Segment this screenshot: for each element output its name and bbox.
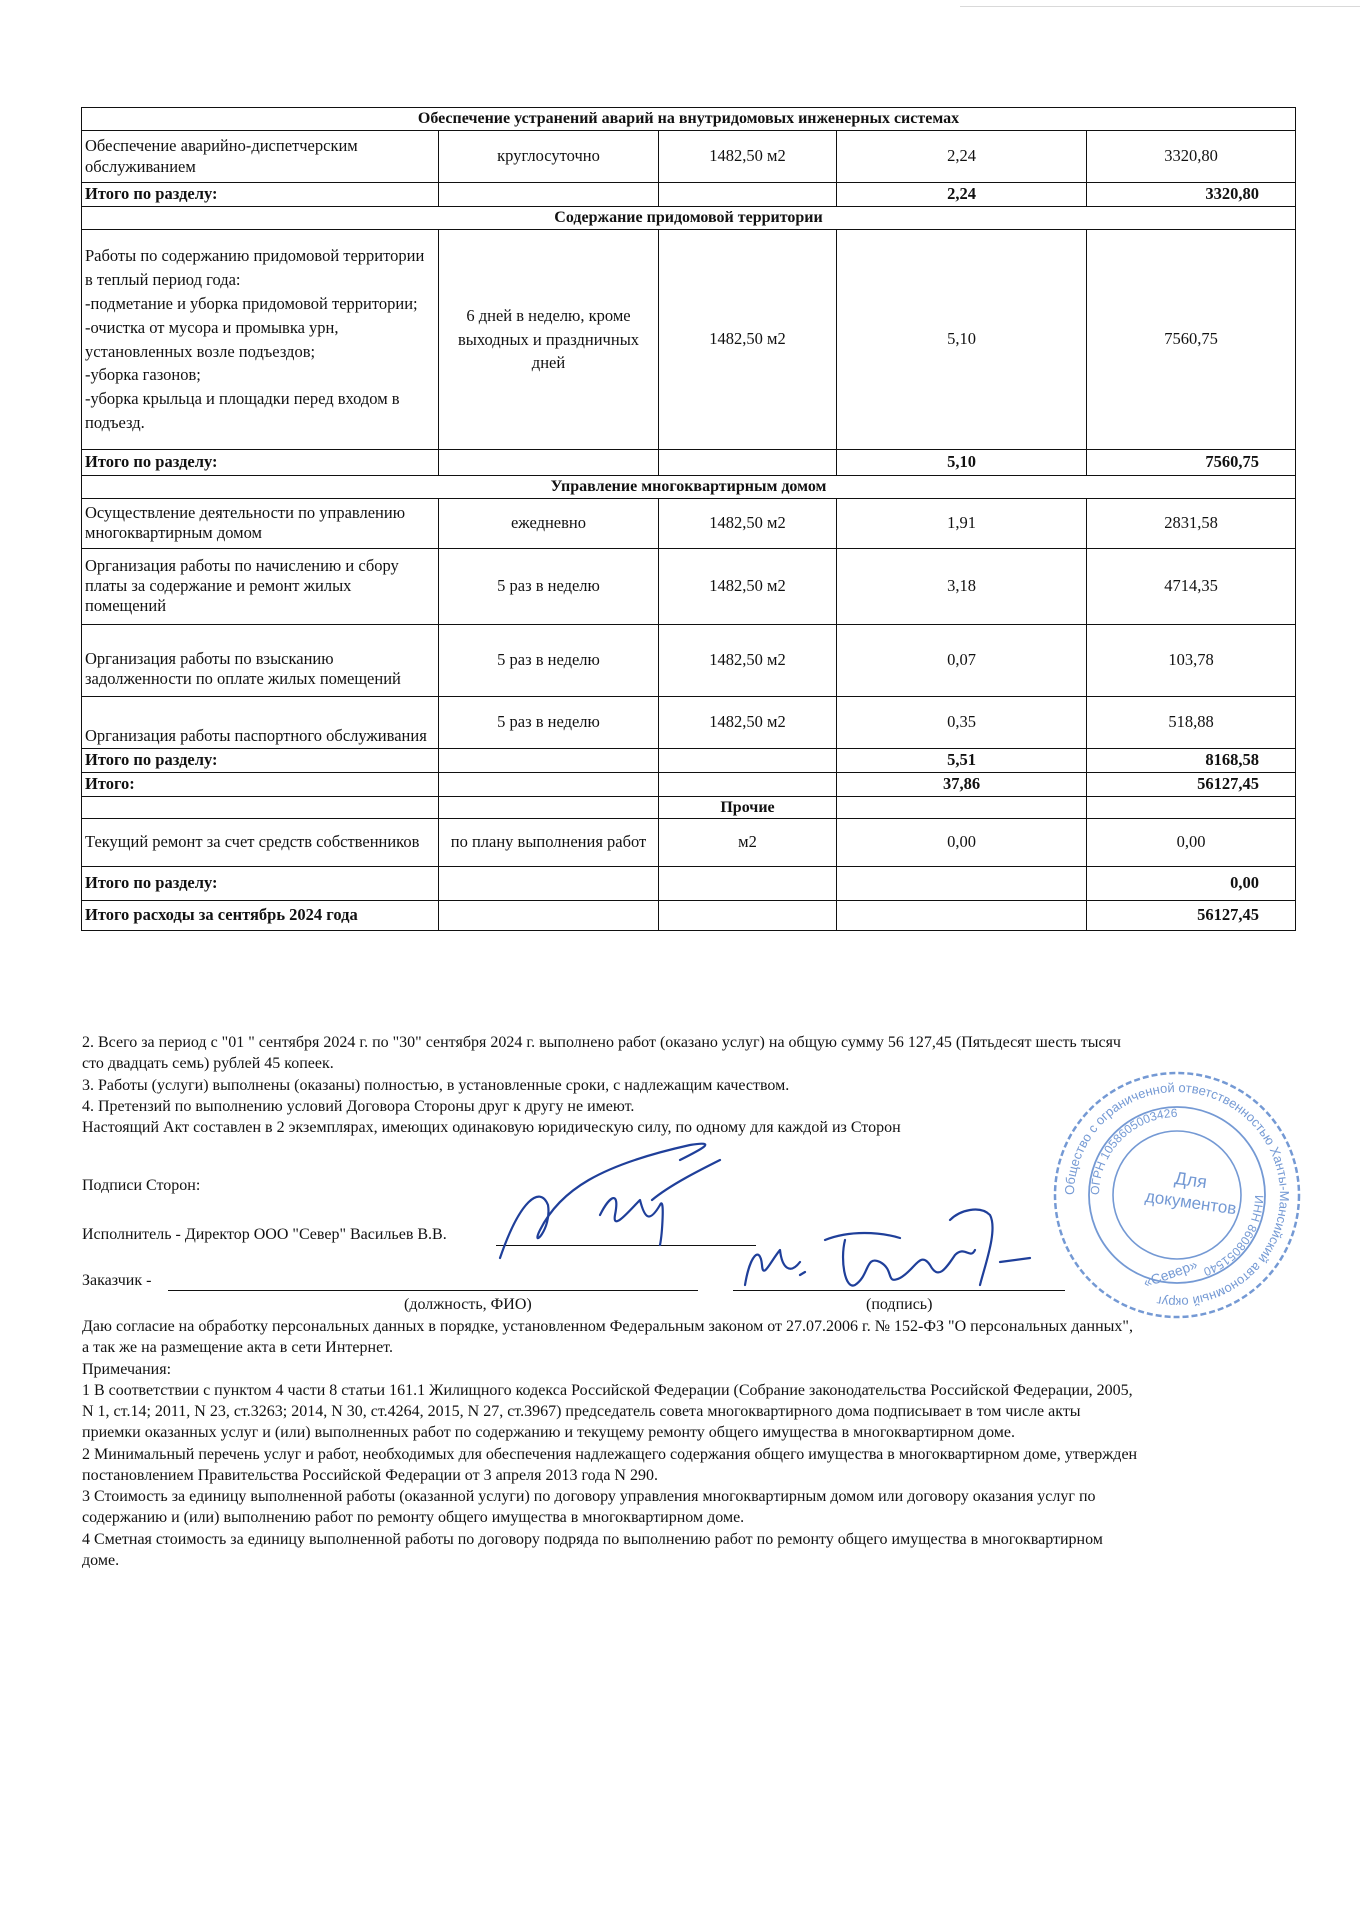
final-total-label: Итого расходы за сентябрь 2024 года	[82, 901, 439, 931]
work-area: 1482,50 м2	[659, 230, 837, 450]
caption-signature: (подпись)	[866, 1296, 933, 1313]
grand-total-sum: 56127,45	[1087, 772, 1296, 796]
total-label: Итого по разделу:	[82, 748, 439, 772]
executor-line: Исполнитель - Директор ООО "Север" Васильев В.В.	[82, 1226, 447, 1243]
work-frequency: ежедневно	[439, 498, 659, 548]
total-sum: 3320,80	[1087, 183, 1296, 207]
work-rate: 0,35	[837, 696, 1087, 748]
work-area: 1482,50 м2	[659, 548, 837, 624]
customer-label: Заказчик -	[82, 1272, 152, 1289]
work-area: 1482,50 м2	[659, 131, 837, 183]
total-rate: 5,51	[837, 748, 1087, 772]
work-rate: 2,24	[837, 131, 1087, 183]
total-label: Итого по разделу:	[82, 867, 439, 901]
text-line: сто двадцать семь) рублей 45 копеек.	[82, 1055, 334, 1073]
stamp-name-text: «Север»	[1141, 1256, 1200, 1291]
text-line: 1 В соответствии с пунктом 4 части 8 статьи 161.1 Жилищного кодекса Российской Федерации (Собрание законодательства Российской Федерации, 2005,	[82, 1381, 1133, 1399]
text-line: постановлением Правительства Российской Федерации от 3 апреля 2013 года N 290.	[82, 1466, 658, 1484]
text-line: содержанию и (или) выполнению работ по ремонту общего имущества в многоквартирном доме.	[82, 1509, 745, 1527]
work-area: 1482,50 м2	[659, 624, 837, 696]
work-frequency: 5 раз в неделю	[439, 548, 659, 624]
text-line: 2 Минимальный перечень услуг и работ, необходимых для обеспечения надлежащего содержания общего имущества в многоквартирном доме, утвержден	[82, 1445, 1138, 1463]
section-title: Прочие	[659, 796, 837, 819]
text-line: 4 Сметная стоимость за единицу выполненной работы по договору подряда по выполнению работ по ремонту общего имущества в многоквартирном	[82, 1530, 1103, 1548]
work-name: Организация работы по начислению и сбору платы за содержание и ремонт жилых помещений	[82, 548, 439, 624]
work-sum: 7560,75	[1087, 230, 1296, 450]
stamp-ogrn-text: ОГРН 1058605003426	[1087, 1105, 1178, 1196]
work-name: Организация работы по взысканию задолженности по оплате жилых помещений	[82, 624, 439, 696]
work-name: Обеспечение аварийно-диспетчерским обслуживанием	[82, 131, 439, 183]
work-area: 1482,50 м2	[659, 696, 837, 748]
total-rate: 2,24	[837, 183, 1087, 207]
caption-position: (должность, ФИО)	[404, 1296, 532, 1313]
total-sum: 8168,58	[1087, 748, 1296, 772]
work-sum: 3320,80	[1087, 131, 1296, 183]
total-sum: 7560,75	[1087, 450, 1296, 476]
work-rate: 0,07	[837, 624, 1087, 696]
work-name: Организация работы паспортного обслуживания	[82, 696, 439, 748]
signatures-title: Подписи Сторон:	[82, 1177, 201, 1194]
text-line: Настоящий Акт составлен в 2 экземплярах, имеющих одинаковую юридическую силу, по одному для каждой из Сторон	[82, 1119, 901, 1137]
work-name: Осуществление деятельности по управлению многоквартирным домом	[82, 498, 439, 548]
stamp-inn-text: ИНН 8608051540	[1201, 1194, 1267, 1279]
section-title: Обеспечение устранений аварий на внутридомовых инженерных системах	[82, 108, 1296, 131]
work-rate: 3,18	[837, 548, 1087, 624]
stamp-graphic	[1055, 1073, 1299, 1317]
work-rate: 5,10	[837, 230, 1087, 450]
section-title: Содержание придомовой территории	[82, 207, 1296, 230]
work-area: м2	[659, 819, 837, 867]
work-frequency: 5 раз в неделю	[439, 624, 659, 696]
text-line: 3 Стоимость за единицу выполненной работы (оказанной услуги) по договору управления многоквартирным домом или договору оказания услуг по	[82, 1488, 1096, 1506]
work-sum: 518,88	[1087, 696, 1296, 748]
text-line: приемки оказанных услуг и (или) выполненных работ по содержанию и текущему ремонту общего имущества в многоквартирном доме.	[82, 1424, 1015, 1442]
text-line: 2. Всего за период с "01 " сентября 2024 г. по "30" сентября 2024 г. выполнено работ (оказано услуг) на общую сумму 56 127,45 (Пятьдесят шесть тысяч	[82, 1034, 1121, 1051]
stamp-ring-text: Общество с ограниченной ответственностью Ханты-Мансийский автономный округ	[1061, 1079, 1293, 1311]
text-line: N 1, ст.14; 2011, N 23, ст.3263; 2014, N 30, ст.4264, 2015, N 27, ст.3967) председатель совета многоквартирного дома подписывает в том числе акты	[82, 1403, 1081, 1421]
total-sum: 0,00	[1087, 867, 1296, 901]
work-name: Работы по содержанию придомовой территории в теплый период года: -подметание и уборка придомовой территории; -очистка от мусора и промывка урн, установленных возле подъездов; -уборка газонов; -уборка крыльца и площадки перед входом в подъезд.	[82, 230, 439, 450]
total-label: Итого по разделу:	[82, 450, 439, 476]
stamp-center-text-2: документов	[1143, 1186, 1238, 1219]
work-frequency: по плану выполнения работ	[439, 819, 659, 867]
work-sum: 103,78	[1087, 624, 1296, 696]
work-frequency: 5 раз в неделю	[439, 696, 659, 748]
text-line: 3. Работы (услуги) выполнены (оказаны) полностью, в установленные сроки, с надлежащим качеством.	[82, 1076, 790, 1094]
work-sum: 0,00	[1087, 819, 1296, 867]
work-name: Текущий ремонт за счет средств собственников	[82, 819, 439, 867]
work-rate: 1,91	[837, 498, 1087, 548]
work-frequency: 6 дней в неделю, кроме выходных и праздничных дней	[439, 230, 659, 450]
text-line: 4. Претензий по выполнению условий Договора Стороны друг к другу не имеют.	[82, 1097, 635, 1115]
stamp-center-text-1: Для	[1173, 1167, 1209, 1193]
text-line: доме.	[82, 1551, 120, 1569]
work-sum: 4714,35	[1087, 548, 1296, 624]
work-rate: 0,00	[837, 819, 1087, 867]
total-rate: 5,10	[837, 450, 1087, 476]
text-line: Даю согласие на обработку персональных данных в порядке, установленном Федеральным законом от 27.07.2006 г. № 152-ФЗ "О персональных данных",	[82, 1318, 1133, 1335]
section-title: Управление многоквартирным домом	[82, 476, 1296, 499]
text-line: а так же на размещение акта в сети Интернет.	[82, 1339, 393, 1357]
work-area: 1482,50 м2	[659, 498, 837, 548]
final-total-sum: 56127,45	[1087, 901, 1296, 931]
notes-title: Примечания:	[82, 1360, 172, 1378]
work-sum: 2831,58	[1087, 498, 1296, 548]
total-label: Итого по разделу:	[82, 183, 439, 207]
work-frequency: круглосуточно	[439, 131, 659, 183]
grand-total-rate: 37,86	[837, 772, 1087, 796]
grand-total-label: Итого:	[82, 772, 439, 796]
